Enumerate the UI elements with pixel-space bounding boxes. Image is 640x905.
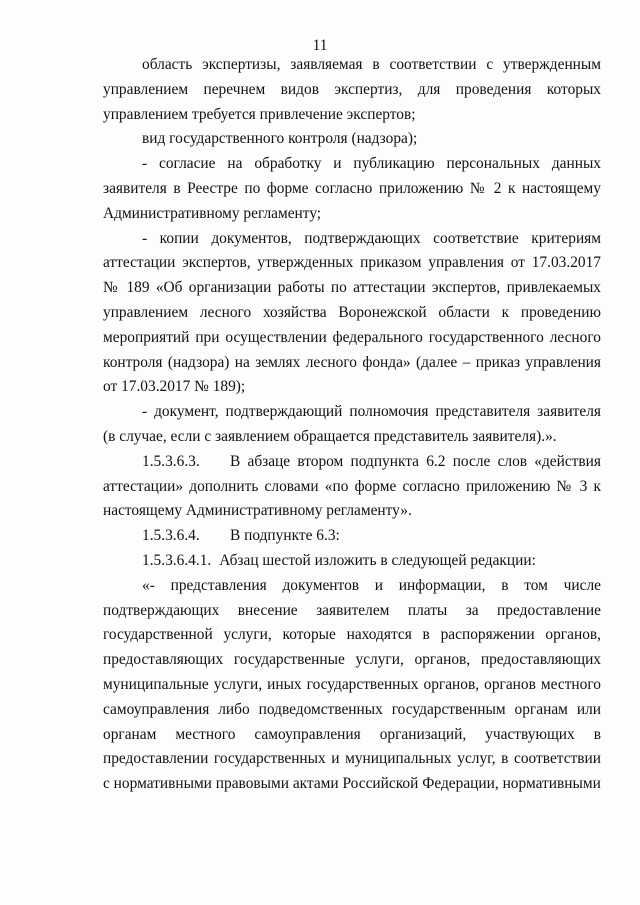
clause-number: 1.5.3.6.4.1. [142, 551, 212, 569]
paragraph-new-wording: «- представления документов и информации, в том числе подтверждающих внесение заявителем платы за предоставление государственной услуги, которые находятся в распоряжении органов, предоставляющих государственные услуги, органов, предоставляющих муниципальные услуги, иных государственных органов, органов местного самоуправления либо подведомственных государственным органам или органам местного самоуправления организаций, участвующих в предоставлении государственных и муниципальных услуг, в соответствии с нормативными правовыми актами Российской Федерации, нормативными [103, 576, 601, 793]
clause-text: Абзац шестой изложить в следующей редакции: [219, 551, 536, 569]
paragraph-control-type: вид государственного контроля (надзора); [142, 130, 418, 148]
paragraph-1-5-3-6-4 [103, 524, 601, 549]
paragraph-1-5-3-6-3 [103, 450, 601, 524]
paragraph-document-copies: - копии документов, подтверждающих соответствие критериям аттестации экспертов, утвержденных приказом управления от 17.03.2017 № 189 «Об организации работы по аттестации экспертов, привлекаемых управлением лесного хозяйства Воронежской области к проведению мероприятий при осуществлении федерального государственного лесного контроля (надзора) на землях лесного фонда» (далее – приказ управления от 17.03.2017 № 189); [103, 229, 601, 396]
clause-number: 1.5.3.6.4. [142, 527, 200, 545]
paragraph-expertise-area: область экспертизы, заявляемая в соответствии с утвержденным управлением перечнем видов экспертиз, для проведения которых управлением требуется привлечение экспертов; [103, 56, 601, 123]
clause-text: В абзаце втором подпункта 6.2 после слов «действия аттестации» дополнить словами «по форме согласно приложению № 3 к настоящему Административному регламенту». [103, 452, 601, 520]
clause-number: 1.5.3.6.3. [142, 452, 200, 470]
document-body [103, 53, 601, 797]
clause-text: В подпункте 6.3: [230, 527, 340, 545]
page-number: 11 [312, 37, 328, 54]
paragraph-consent: - согласие на обработку и публикацию персональных данных заявителя в Реестре по форме согласно приложению № 2 к настоящему Административному регламенту; [103, 155, 601, 222]
paragraph-representative-document: - документ, подтверждающий полномочия представителя заявителя (в случае, если с заявлением обращается представитель заявителя).». [103, 403, 601, 445]
paragraph-1-5-3-6-4-1 [103, 549, 601, 574]
